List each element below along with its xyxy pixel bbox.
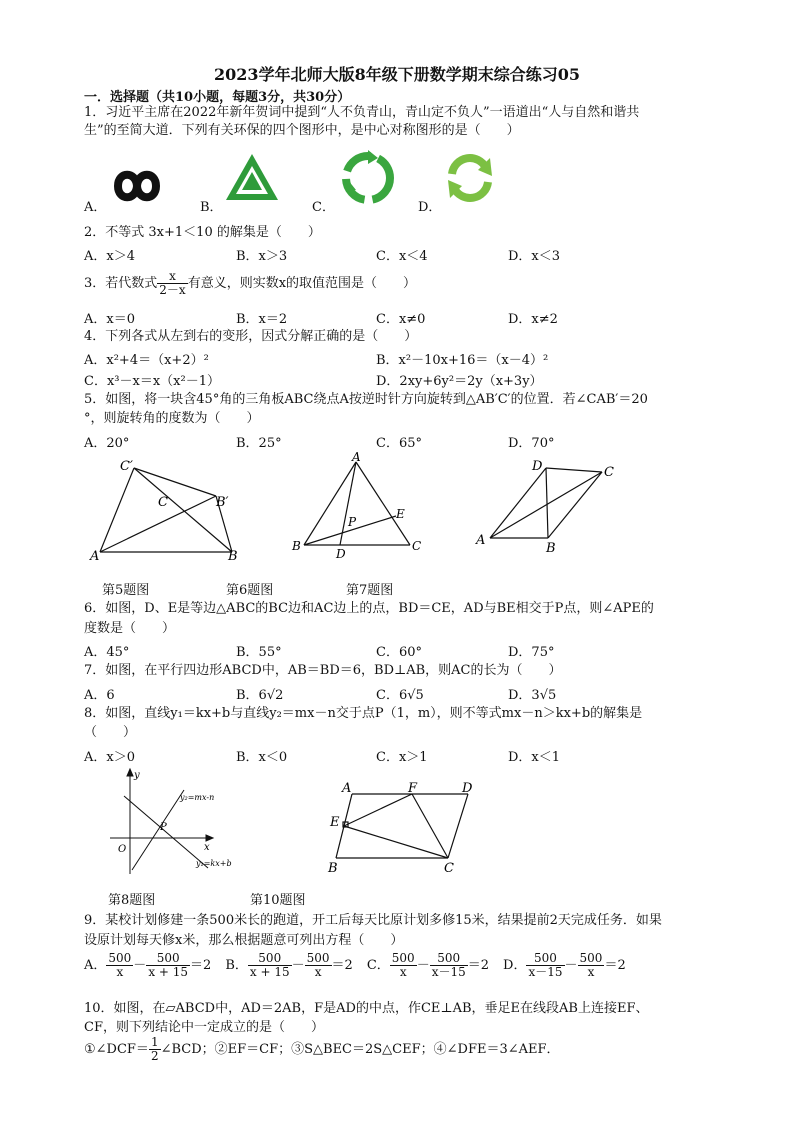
recycle-circle-arrows-icon [336,148,400,208]
q9-opt-c-n2: 500 [430,952,468,966]
fig7-point-a: A [476,533,486,548]
figure-7 [472,456,622,552]
q9-opt-a-op: － [133,958,147,973]
q8-opt-d: D．x＜1 [508,750,561,765]
section-heading: 一．选择题（共10小题，每题3分，共30分） [84,90,351,105]
q9-opt-c-label: C． [366,958,390,973]
q8-line1: 8．如图，直线y₁＝kx+b与直线y₂＝mx－n交于点P（1，m），则不等式mx－n＞kx+b的解集是 [84,706,643,721]
fig10-point-d: D [462,781,473,796]
fig5-point-c: C [158,495,168,510]
q8-line2: （ ） [84,725,137,740]
q1-line2: 生”的至简大道．下列有关环保的四个图形中，是中心对称图形的是（ ） [84,123,520,138]
q6-opt-b: B．55° [236,645,282,660]
q5-line2: °，则旋转角的度数为（ ） [84,411,260,426]
q5-opt-c: C．65° [376,436,422,451]
fig6-point-d: D [336,547,346,560]
q3-opt-d: D．x≠2 [508,312,558,327]
q2-stem: 2．不等式 3x+1＜10 的解集是（ ） [84,225,321,240]
figure-10 [326,778,486,878]
q3-opt-a: A．x＝0 [84,312,135,327]
q9-opt-b [225,952,353,979]
fig7-point-b: B [546,541,556,552]
q9-opt-a-n1: 500 [108,951,132,965]
q5-line1: 5．如图，将一块含45°角的三角板ABC绕点A按逆时针方向旋转到△AB′C′的位置．若∠CAB′＝20 [84,392,648,407]
page-title: 2023学年北师大版8年级下册数学期末综合练习05 [214,65,580,84]
q8-opt-a: A．x＞0 [84,750,135,765]
fig7-point-c: C [604,465,614,480]
q9-line2: 设原计划每天修x米，那么根据题意可列出方程（ ） [84,933,404,948]
q9-opt-b-rhs: ＝2 [331,958,353,973]
q7-opt-a: A．6 [84,688,115,703]
fig6-point-c: C [412,539,422,553]
q2-opt-c: C．x＜4 [376,249,428,264]
fig5-caption: 第5题图 [102,583,150,598]
q9-line1: 9．某校计划修建一条500米长的跑道，开工后每天比原计划多修15米，结果提前2天完成任务．如果 [84,913,662,928]
q10-c1-frac-num: 1 [150,1035,159,1049]
q9-opt-b-d2: x [314,965,322,979]
q7-opt-c: C．6√5 [376,688,424,703]
fig10-caption: 第10题图 [250,893,306,908]
q3-fraction [157,270,187,297]
q7-opt-b: B．6√2 [236,688,284,703]
fig10-point-f: F [408,781,418,796]
q3-pre: 3．若代数式 [84,276,158,291]
fig5-point-b: B [228,549,238,564]
q10-c1-post: ∠BCD；②EF＝CF；③S△BEC＝2S△CEF；④∠DFE＝3∠AEF． [160,1042,560,1057]
infinity-loop-icon [108,166,166,206]
fig8-label-y: y [134,770,140,781]
q5-opt-b: B．25° [236,436,282,451]
q3-opt-b: B．x＝2 [236,312,288,327]
q9-opt-c [367,952,489,979]
q1-label-b: B． [200,200,223,215]
q9-opt-a-rhs: ＝2 [190,958,212,973]
fig5-point-b-prime: B′ [216,495,229,510]
q1-label-c: C． [312,200,335,215]
q4-opt-a: A．x²+4＝（x+2）² [84,353,209,368]
q10-line1: 10．如图，在▱ABCD中，AD＝2AB，F是AD的中点，作CE⊥AB，垂足E在线段AB上连接EF、 [84,1001,649,1016]
q9-opt-b-frac1 [248,952,292,979]
q4-opt-c: C．x³－x＝x（x²－1） [84,374,220,389]
q9-opt-c-frac2 [430,952,468,979]
q9-opt-d [503,952,626,979]
q9-opt-c-d2: x－15 [431,965,466,979]
q6-opt-c: C．60° [376,645,422,660]
q6-line2: 度数是（ ） [84,621,176,636]
q1-label-a: A． [84,200,107,215]
q9-opt-b-label: B． [225,958,248,973]
figure-8 [104,766,244,881]
fig10-point-c: C [444,861,454,876]
fig10-point-b: B [328,861,338,876]
fig8-label-y2: y₂=mx-n [180,793,215,802]
refresh-arrows-icon [442,150,498,206]
q10-c1-frac-den: 2 [150,1049,159,1063]
q9-opt-b-frac2 [305,952,332,979]
fig8-label-p: P [160,822,167,833]
figure-5 [88,456,248,566]
fig6-point-e: E [396,507,405,521]
recycle-triangle-icon [222,150,282,206]
q9-opt-d-frac1 [526,952,564,979]
q9-opt-a-n2: 500 [146,952,190,966]
fig5-point-c-prime: C′ [120,459,133,474]
fig10-point-e: E [330,815,340,830]
fig8-label-y1: y₁=kx+b [196,859,232,868]
fig6-point-p: P [348,515,357,529]
q8-opt-c: C．x＞1 [376,750,428,765]
q9-opt-a-d1: x [116,965,124,979]
q2-opt-b: B．x＞3 [236,249,288,264]
q9-opt-c-d1: x [399,965,407,979]
q9-options [84,952,626,979]
q10-line2: CF，则下列结论中一定成立的是（ ） [84,1020,324,1035]
q3-opt-c: C．x≠0 [376,312,426,327]
q2-opt-d: D．x＜3 [508,249,561,264]
fig6-point-b: B [292,539,301,553]
fig8-label-x: x [204,842,210,853]
fig7-caption: 第7题图 [346,583,394,598]
q9-opt-a [84,952,211,979]
q9-opt-b-d1: x + 15 [249,965,290,979]
q9-opt-c-frac1 [390,952,417,979]
q9-opt-d-n2: 500 [579,951,603,965]
fig8-label-o: O [118,844,127,855]
q9-opt-a-frac1 [106,952,133,979]
q9-opt-d-d2: x [587,965,595,979]
fig10-point-a: A [342,781,352,796]
q8-opt-b: B．x＜0 [236,750,288,765]
q2-opt-a: A．x＞4 [84,249,135,264]
q6-line1: 6．如图，D、E是等边△ABC的BC边和AC边上的点，BD＝CE，AD与BE相交于P点，则∠APE的 [84,601,654,616]
q9-opt-d-op: － [564,958,578,973]
q9-opt-d-label: D． [503,958,527,973]
q4-opt-d: D．2xy+6y²＝2y（x+3y） [376,374,543,389]
fig6-point-a: A [352,450,361,464]
q9-opt-b-n2: 500 [306,951,330,965]
q9-opt-d-rhs: ＝2 [604,958,626,973]
q6-opt-d: D．75° [508,645,555,660]
q3-post: 有意义，则实数x的取值范围是（ ） [187,276,417,291]
q3-frac-den: 2－x [159,283,186,297]
q4-opt-b: B．x²－10x+16＝（x－4）² [376,353,549,368]
figure-6 [288,450,428,560]
q6-opt-a: A．45° [84,645,130,660]
q10-c1-frac [149,1036,161,1063]
q4-stem: 4．下列各式从左到右的变形，因式分解正确的是（ ） [84,329,418,344]
fig5-point-a: A [90,549,100,564]
fig6-caption: 第6题图 [226,583,274,598]
q9-opt-a-frac2 [146,952,190,979]
q5-opt-a: A．20° [84,436,130,451]
q1-line1: 1．习近平主席在2022年新年贺词中提到“人不负青山，青山定不负人”一语道出“人与自然和谐共 [84,105,640,120]
fig8-caption: 第8题图 [108,893,156,908]
q9-opt-d-frac2 [578,952,605,979]
q10-conclusions [84,1036,560,1063]
fig7-point-d: D [532,459,543,474]
q7-opt-d: D．3√5 [508,688,557,703]
q9-opt-c-rhs: ＝2 [467,958,490,973]
q1-label-d: D． [418,200,442,215]
q5-opt-d: D．70° [508,436,555,451]
q7-stem: 7．如图，在平行四边形ABCD中，AB＝BD＝6，BD⊥AB，则AC的长为（ ） [84,663,562,678]
q9-opt-a-label: A． [84,958,107,973]
q9-opt-d-n1: 500 [526,952,564,966]
q3-stem [84,270,416,297]
q9-opt-d-d1: x－15 [528,965,563,979]
q9-opt-c-op: － [416,958,430,973]
q9-opt-a-d2: x + 15 [148,965,189,979]
q9-opt-c-n1: 500 [391,951,415,965]
q3-frac-num: x [157,270,187,284]
q10-c1-pre: ①∠DCF＝ [84,1042,149,1057]
q9-opt-b-op: － [291,958,305,973]
q9-opt-b-n1: 500 [248,952,292,966]
